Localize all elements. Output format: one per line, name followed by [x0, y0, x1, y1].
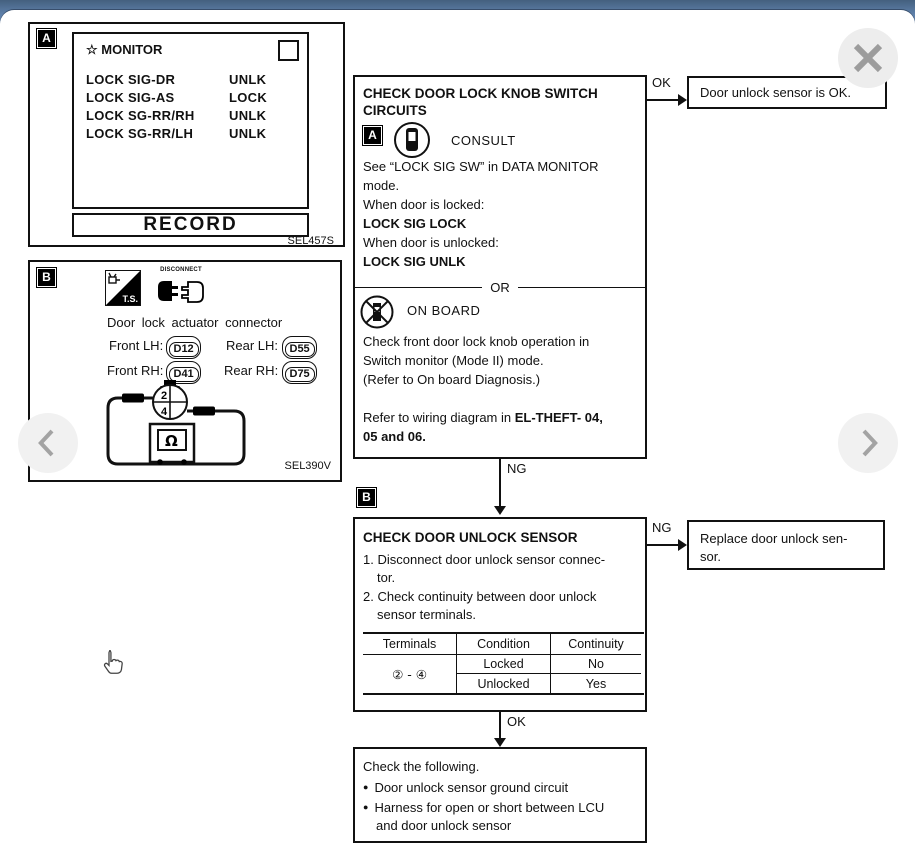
marker-a-badge: A [37, 29, 56, 48]
step2-text: tor. [377, 570, 396, 585]
monitor-row-value: UNLK [229, 72, 267, 87]
step1-text: Switch monitor (Mode II) mode. [363, 353, 544, 368]
marker-b-badge: B [357, 488, 376, 507]
flow-step2-box [353, 517, 647, 712]
table-cell: Unlocked [457, 674, 551, 693]
ok-branch-label: OK [652, 75, 671, 90]
continuity-table [363, 632, 644, 695]
chevron-right-icon [844, 413, 892, 473]
next-page-button[interactable] [838, 413, 898, 473]
connector-label: Rear LH: [226, 338, 279, 353]
ok-result-text: Door unlock sensor is OK. [700, 85, 852, 100]
flow-step3-box [353, 747, 647, 843]
step1-text-bold: LOCK SIG LOCK [363, 216, 467, 231]
bullet-icon: ● [363, 782, 369, 792]
onboard-label: ON BOARD [407, 303, 481, 318]
table-cell: Yes [585, 676, 607, 691]
connector-code: D55 [282, 336, 317, 359]
step2-text: 2. Check continuity between door unlock [363, 589, 597, 604]
hand-pointer-cursor [100, 648, 124, 678]
terminal-2: 2 [161, 390, 168, 402]
probe-icon [122, 394, 144, 403]
connector-label: Rear RH: [224, 363, 279, 378]
or-label: OR [490, 280, 510, 295]
marker-a-badge: A [363, 126, 382, 145]
flow-connector-line [499, 459, 501, 508]
close-button[interactable] [838, 28, 898, 88]
disconnect-icon [155, 268, 207, 306]
table-cell: Locked [457, 655, 551, 674]
marker-b-badge: B [37, 268, 56, 287]
bullet-icon: ● [363, 802, 369, 812]
continuity-circuit-diagram [98, 380, 258, 472]
ng-result-box [687, 520, 885, 570]
connector-code: D12 [166, 336, 201, 359]
disconnect-plug-icon [155, 276, 207, 306]
figure-code: SEL457S [287, 235, 334, 247]
ts-label: T.S. [122, 294, 138, 304]
connector-code: D41 [166, 361, 201, 384]
or-divider [355, 280, 645, 295]
arrow-right-icon [678, 539, 687, 551]
close-icon [851, 41, 885, 75]
step3-bullet-item: ● Harness for open or short between LCU [363, 800, 605, 815]
arrow-down-icon [494, 738, 506, 747]
step3-bullet-item: ● Door unlock sensor ground circuit [363, 780, 569, 795]
figure-code: SEL390V [284, 460, 331, 472]
ts-tool-icon [105, 270, 141, 306]
monitor-row-name: LOCK SIG-AS [86, 90, 175, 105]
step1-text: (Refer to On board Diagnosis.) [363, 372, 541, 387]
step1-text: mode. [363, 178, 400, 193]
flow-connector-line [645, 544, 680, 546]
record-label: RECORD [143, 214, 238, 235]
step3-text: and door unlock sensor [376, 818, 512, 833]
probe-icon [193, 407, 215, 416]
table-header: Condition [457, 634, 551, 655]
monitor-row-value: UNLK [229, 126, 267, 141]
step1-text: See “LOCK SIG SW” in DATA MONITOR [363, 159, 599, 174]
flow-connector-line [499, 712, 501, 741]
tester-glyph-icon [107, 272, 123, 286]
step1-text: Check front door lock knob operation in [363, 334, 590, 349]
table-header: Terminals [363, 634, 457, 655]
terminal-4: 4 [161, 406, 168, 418]
step1-text: When door is locked: [363, 197, 485, 212]
panel-b-caption: Door lock actuator connector [107, 315, 283, 330]
step1-title-line1: CHECK DOOR LOCK KNOB SWITCH [363, 86, 598, 101]
ng-branch-label: NG [507, 461, 527, 476]
arrow-down-icon [494, 506, 506, 515]
monitor-row-name: LOCK SG-RR/LH [86, 126, 194, 141]
record-button [72, 213, 309, 237]
ok-branch-label: OK [507, 714, 526, 729]
star-icon: ☆ [86, 42, 98, 57]
table-header: Continuity [551, 634, 641, 655]
ng-result-line1: Replace door unlock sen- [700, 531, 848, 546]
monitor-row-name: LOCK SIG-DR [86, 72, 176, 87]
table-cell-terminals: ② - ④ [363, 655, 457, 693]
step1-title-line2: CIRCUITS [363, 103, 427, 118]
ohm-symbol: Ω [165, 432, 178, 450]
step2-text: sensor terminals. [377, 607, 476, 622]
step1-refer-line2: 05 and 06. [363, 429, 426, 444]
monitor-row-name: LOCK SG-RR/RH [86, 108, 195, 123]
step3-text: Check the following. [363, 759, 480, 774]
onboard-no-tools-icon [360, 295, 394, 329]
step1-text-bold: LOCK SIG UNLK [363, 254, 466, 269]
step1-refer-line: Refer to wiring diagram in EL-THEFT- 04, [363, 410, 603, 425]
arrow-right-icon [678, 94, 687, 106]
monitor-corner-box-icon [278, 40, 299, 61]
monitor-row-value: UNLK [229, 108, 267, 123]
disconnect-label: DISCONNECT [160, 267, 202, 273]
flow-connector-line [647, 99, 680, 101]
monitor-title: ☆ MONITOR [86, 42, 163, 57]
step2-title: CHECK DOOR UNLOCK SENSOR [363, 530, 578, 545]
ng-branch-label: NG [652, 520, 672, 535]
chevron-left-icon [24, 413, 72, 473]
ng-result-line2: sor. [700, 549, 721, 564]
consult-tester-icon [393, 121, 431, 159]
flow-step1-box [353, 75, 647, 459]
previous-page-button[interactable] [18, 413, 78, 473]
connector-label: Front RH: [107, 363, 164, 378]
step2-text: 1. Disconnect door unlock sensor connec- [363, 552, 606, 567]
table-cell: No [551, 655, 641, 674]
step1-text: When door is unlocked: [363, 235, 499, 250]
panel-a-figure [28, 22, 345, 247]
connector-code: D75 [282, 361, 317, 384]
connector-label: Front LH: [109, 338, 164, 353]
consult-label: CONSULT [451, 133, 516, 148]
monitor-display [72, 32, 309, 209]
monitor-row-value: LOCK [229, 90, 268, 105]
